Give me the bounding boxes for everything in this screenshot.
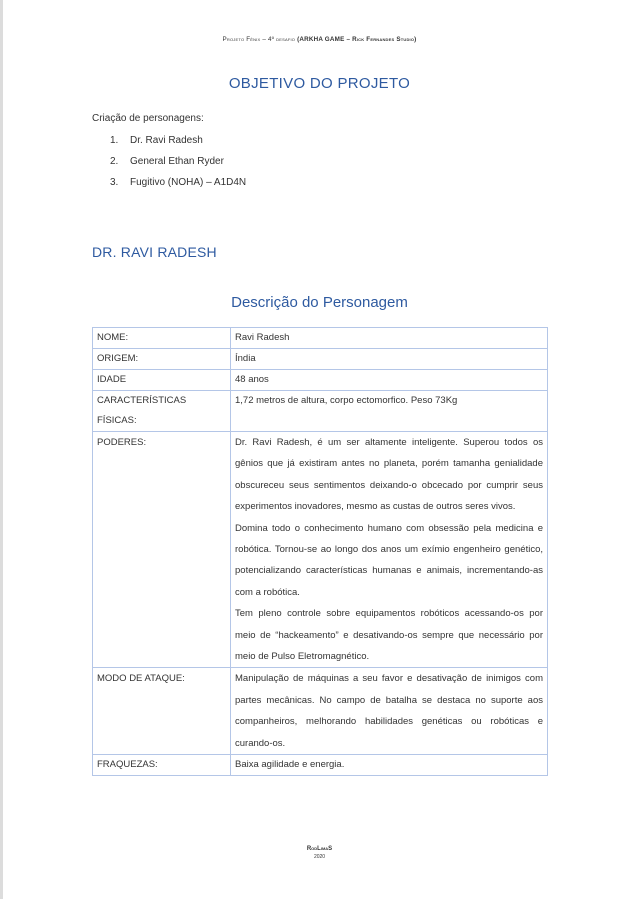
table-row [93, 349, 548, 370]
list-label: Dr. Ravi Radesh [130, 135, 203, 146]
list-number: 1. [110, 135, 119, 146]
table-row [93, 755, 548, 776]
age-value: 48 anos [231, 370, 548, 391]
character-list [110, 134, 246, 197]
powers-value [231, 432, 548, 668]
powers-label: PODERES: [93, 432, 231, 668]
character-table [92, 327, 548, 776]
age-label: IDADE [93, 370, 231, 391]
list-item [110, 155, 246, 176]
objective-title: OBJETIVO DO PROJETO [228, 75, 411, 92]
footer-year: 2020 [313, 854, 326, 860]
name-value: Ravi Radesh [231, 328, 548, 349]
powers-paragraph-2: Domina todo o conhecimento humano com obsessão pela medicina e robótica. Tornou-se ao longo dos anos um exímio engenheiro genético, potencializando características humanas e animais, incrementando-as com a robótica. [235, 522, 543, 598]
header-challenge: – 4º desafio [260, 36, 298, 43]
weakness-value: Baixa agilidade e energia. [231, 755, 548, 776]
origin-label: ORIGEM: [93, 349, 231, 370]
table-row [93, 328, 548, 349]
page-footer [0, 846, 639, 860]
list-item [110, 176, 246, 197]
origin-value: Índia [231, 349, 548, 370]
physical-value: 1,72 metros de altura, corpo ectomorfico. Peso 73Kg [231, 391, 548, 432]
list-item [110, 134, 246, 155]
list-label: Fugitivo (NOHA) – A1D4N [130, 177, 247, 188]
page-header [0, 36, 639, 43]
powers-paragraph-1: Dr. Ravi Radesh, é um ser altamente inteligente. Superou todos os gênios que já existiram antes no planeta, porém tamanha genialidade obscureceu seus sentimentos deixando-o obcecado por cumprir seus experimentos inovadores, mesmo as custas de outros seres vivos. [235, 437, 543, 513]
powers-paragraph-3: Tem pleno controle sobre equipamentos robóticos acessando-os por meio de “hackeamento” e desativando-os sempre que necessário por meio de Pulso Eletromagnético. [235, 608, 543, 663]
page-edge [0, 0, 3, 899]
table-row [93, 432, 548, 668]
attack-label: MODO DE ATAQUE: [93, 668, 231, 755]
character-title: DR. RAVI RADESH [92, 244, 217, 260]
list-number: 2. [110, 156, 119, 167]
table-row [93, 370, 548, 391]
header-project: Projeto Fênix [222, 36, 261, 43]
name-label: NOME: [93, 328, 231, 349]
footer-author: RodLimaS [306, 846, 333, 852]
table-row [93, 668, 548, 755]
header-studio: (ARKHA GAME – Rick Fernandes Studio) [297, 36, 417, 43]
physical-label: CARACTERÍSTICAS FÍSICAS: [93, 391, 231, 432]
weakness-label: FRAQUEZAS: [93, 755, 231, 776]
intro-text: Criação de personagens: [92, 113, 204, 124]
table-row [93, 391, 548, 432]
description-title: Descrição do Personagem [231, 294, 408, 311]
list-label: General Ethan Ryder [130, 156, 224, 167]
attack-value: Manipulação de máquinas a seu favor e desativação de inimigos com partes mecânicas. No campo de batalha se destaca no suporte aos companheiros, melhorando habilidades genéticas ou robóticas e curando-os. [231, 668, 548, 755]
list-number: 3. [110, 177, 119, 188]
